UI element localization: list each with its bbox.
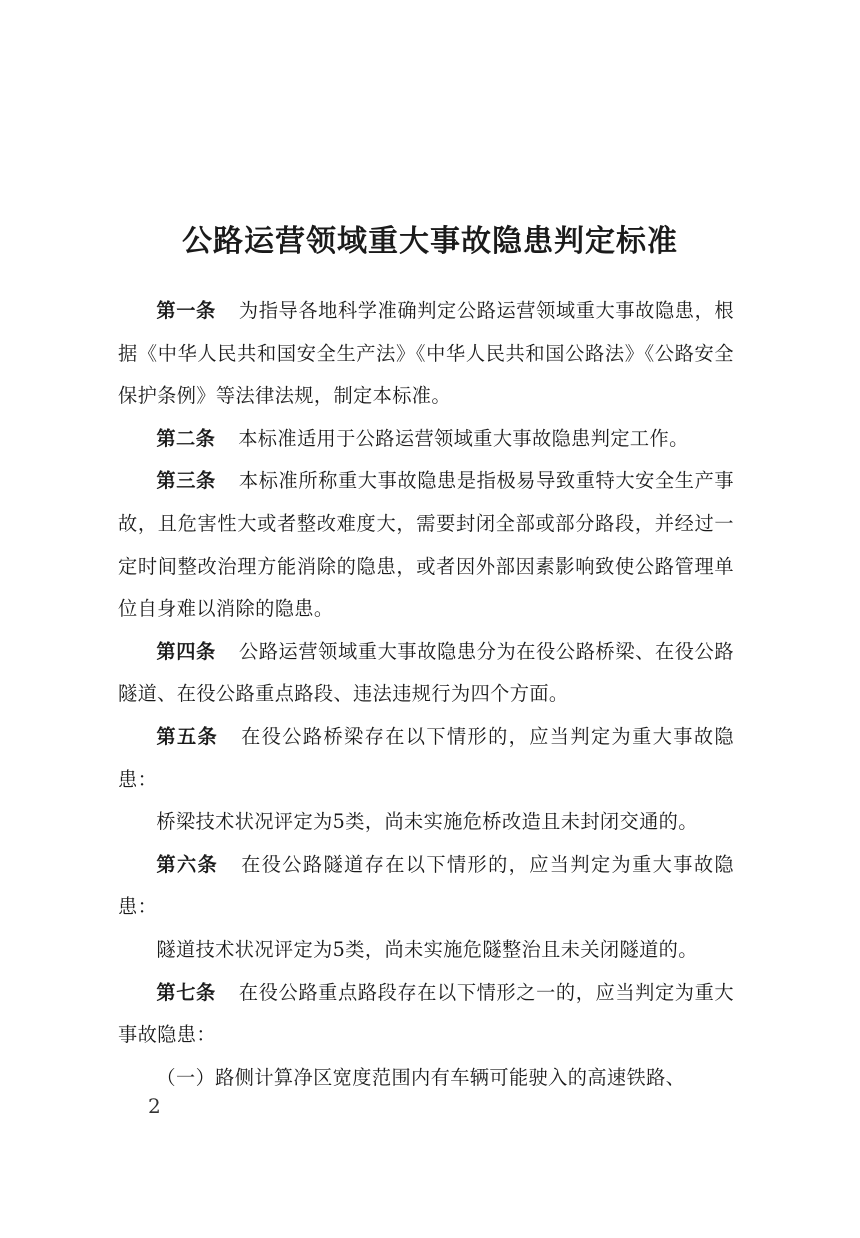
page-number: 2: [148, 1094, 161, 1118]
paragraph-text: 桥梁技术状况评定为5类，尚未实施危桥改造且未封闭交通的。: [156, 810, 698, 834]
article-number: 第六条: [156, 852, 219, 876]
paragraph-article-6: [118, 844, 734, 929]
paragraph-text: 隧道技术状况评定为5类，尚未实施危隧整治且未关闭隧道的。: [156, 937, 698, 961]
paragraph-item-1: [118, 1057, 734, 1100]
paragraph-article-1: [118, 290, 734, 418]
paragraph-text: 在役公路重点路段存在以下情形之一的，应当判定为重大事故隐患：: [118, 980, 735, 1047]
paragraph-text: 本标准适用于公路运营领域重大事故隐患判定工作。: [238, 426, 689, 450]
article-number: 第七条: [156, 980, 216, 1004]
paragraph-text: 为指导各地科学准确判定公路运营领域重大事故隐患，根据《中华人民共和国安全生产法》《中华人民共和国公路法》《公路安全保护条例》等法律法规，制定本标准。: [118, 299, 735, 408]
paragraph-article-4: [118, 631, 734, 716]
article-number: 第五条: [156, 724, 219, 748]
paragraph-text: 公路运营领域重大事故隐患分为在役公路桥梁、在役公路隧道、在役公路重点路段、违法违规行为四个方面。: [118, 639, 735, 706]
article-number: 第一条: [156, 299, 216, 322]
article-number: 第三条: [156, 469, 216, 493]
paragraph-text: 在役公路桥梁存在以下情形的，应当判定为重大事故隐患：: [118, 724, 734, 791]
paragraph-text: 在役公路隧道存在以下情形的，应当判定为重大事故隐患：: [118, 852, 734, 919]
paragraph-article-7: [118, 972, 734, 1057]
paragraph-bridge-rule: [118, 801, 734, 844]
paragraph-article-5: [118, 716, 734, 801]
paragraph-article-2: [118, 418, 734, 461]
article-number: 第二条: [156, 426, 216, 450]
paragraph-text: （一）路侧计算净区宽度范围内有车辆可能驶入的高速铁路、: [156, 1065, 686, 1089]
paragraph-text: 本标准所称重大事故隐患是指极易导致重特大安全生产事故，且危害性大或者整改难度大，需要封闭全部或部分路段，并经过一定时间整改治理方能消除的隐患，或者因外部因素影响致使公路管理单位自身难以消除的隐患。: [118, 469, 735, 621]
document-body: [118, 290, 734, 1099]
document-title: 公路运营领域重大事故隐患判定标准: [182, 224, 678, 259]
paragraph-tunnel-rule: [118, 929, 734, 972]
article-number: 第四条: [156, 639, 216, 663]
paragraph-article-3: [118, 460, 734, 630]
